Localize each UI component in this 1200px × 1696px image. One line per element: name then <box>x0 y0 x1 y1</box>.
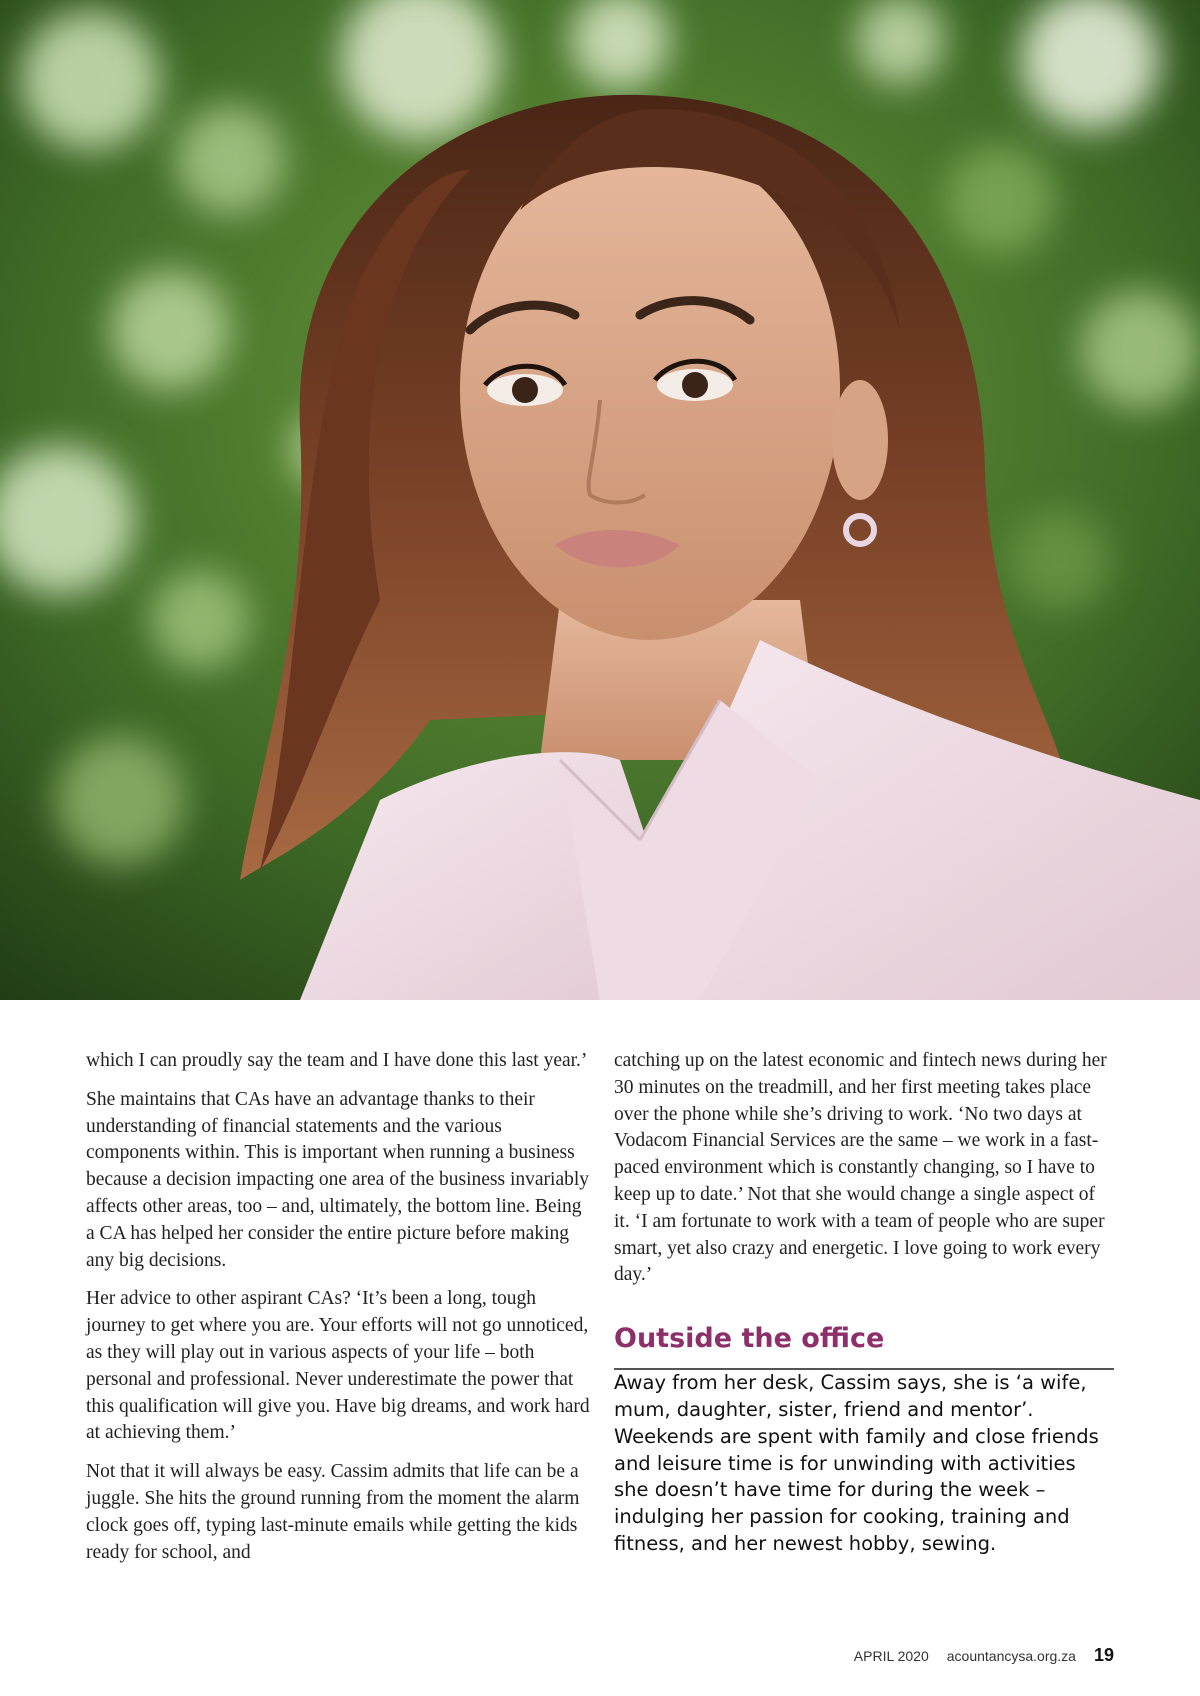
body-paragraph: Not that it will always be easy. Cassim admits that life can be a juggle. She hits the ground running from the moment the alarm clock goes off, typing last-minute emails while getting the kids ready for school, and <box>86 1461 580 1563</box>
body-paragraph: which I can proudly say the team and I have done this last year.’ <box>86 1050 588 1071</box>
issue-date: APRIL 2020 <box>853 1648 929 1664</box>
page-number: 19 <box>1093 1645 1114 1665</box>
body-paragraph: catching up on the latest economic and fintech news during her 30 minutes on the treadmill, and her first meeting takes place over the phone while she’s driving to work. ‘No two days at Vodacom Financial Services are the same – we work in a fast-paced environment which is constantly changing, so I have to keep up to date.’ Not that she would change a single aspect of it. ‘I am fortunate to work with a team of people who are super smart, yet also crazy and energetic. I love going to work every day.’ <box>614 1050 1107 1286</box>
page-footer <box>854 1645 1114 1666</box>
section-paragraph: Away from her desk, Cassim says, she is ‘a wife, mum, daughter, sister, friend and mentor’. Weekends are spent with family and close friends and leisure time is for unwinding with activities she doesn’t have time for during the week – indulging her passion for cooking, training and fitness, and her newest hobby, sewing. <box>614 1371 1099 1555</box>
body-paragraph: Her advice to other aspirant CAs? ‘It’s been a long, tough journey to get where you are. Your efforts will not go unnoticed, as they will play out in various aspects of your life – both personal and professional. Never underestimate the power that this qualification will give you. Have big dreams, and work hard at achieving them.’ <box>86 1288 590 1444</box>
section-heading: Outside the office <box>614 1323 1114 1370</box>
body-paragraph: She maintains that CAs have an advantage thanks to their understanding of financial statements and the various components within. This is important when running a business because a decision impacting one area of the business invariably affects other areas, too – and, ultimately, the bottom line. Being a CA has helped her consider the entire picture before making any big decisions. <box>86 1088 590 1271</box>
left-column <box>86 1048 594 1578</box>
right-column <box>614 1048 1114 1570</box>
website-link[interactable]: acountancysa.org.za <box>946 1648 1076 1664</box>
